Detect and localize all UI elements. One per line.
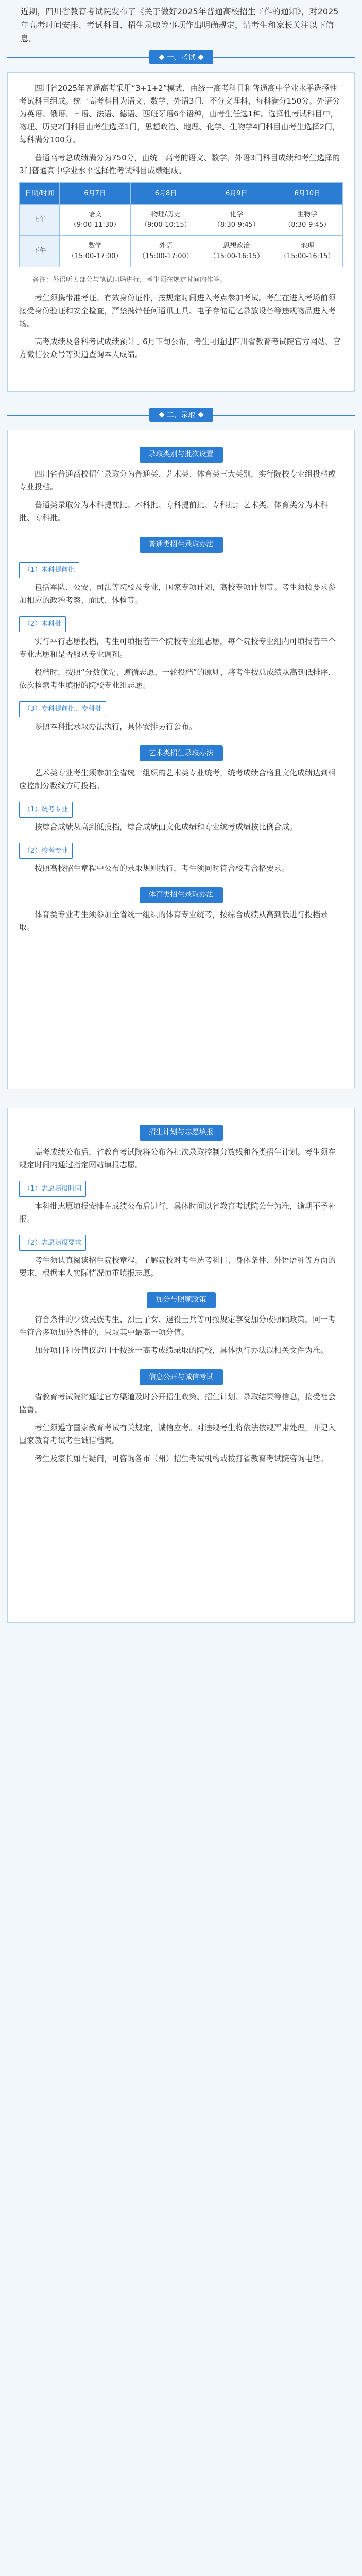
admission-card <box>7 430 355 1089</box>
exam-schedule-table <box>19 182 343 267</box>
sub-section-title: 普通类招生录取办法 <box>140 537 223 553</box>
section-title: 一、考试 <box>166 54 196 62</box>
table-header: 6月10日 <box>272 183 342 205</box>
section-banner-exam <box>7 49 355 65</box>
table-row-label: 下午 <box>20 236 60 267</box>
table-header-row <box>20 183 343 205</box>
section-banner-admission <box>7 407 355 422</box>
policy-paragraph: 考生须认真阅读招生院校章程，了解院校对考生选考科目、身体条件、外语语种等方面的要求，根据本人实际情况慎重填报志愿。 <box>19 1256 336 1278</box>
admission-paragraph: 包括军队、公安、司法等院校及专业，国家专项计划，高校专项计划等。考生须按要求参加相应的政治考察、面试、体检等。 <box>19 583 336 605</box>
policy-paragraph: 符合条件的少数民族考生、烈士子女、退役士兵等可按规定享受加分或照顾政策，同一考生符合多项加分条件的，只取其中最高一项分值。 <box>19 1315 336 1337</box>
sub-section-title: 录取类别与批次设置 <box>140 447 223 463</box>
exam-card <box>7 72 355 392</box>
diamond-icon <box>198 412 203 417</box>
table-cell: 语文 （9:00-11:30） <box>60 205 130 236</box>
policy-paragraph: 考生须遵守国家教育考试有关规定，诚信应考。对违规考生将依法依规严肃处理，并记入国家教育考试考生诚信档案。 <box>19 1423 336 1445</box>
admission-paragraph: 实行平行志愿投档，考生可填报若干个院校专业组志愿，每个院校专业组内可填报若干个专业志愿和是否服从专业调剂。 <box>19 637 336 659</box>
table-row <box>20 205 343 236</box>
policy-paragraph: 本科批志愿填报安排在成绩公布后进行，具体时间以省教育考试院公告为准，逾期不予补报。 <box>19 1201 336 1224</box>
exam-paragraph: 四川省2025年普通高考采用“3+1+2”模式，由统一高考科目和普通高中学业水平选择性考试科目组成。统一高考科目为语文、数学、外语3门，不分文理科，每科满分150分。外语分为英语、俄语、日语、法语、德语、西班牙语6个语种，由考生任选1种。选择性考试科目中，物理、历史2门科目由考生选择1门，思想政治、地理、化学、生物学4门科目由考生选择2门，每科满分100分。 <box>19 83 340 144</box>
exam-paragraph: 考生须携带准考证、有效身份证件，按规定时间进入考点参加考试。考生在进入考场前须接受身份验证和安全检查，严禁携带任何通讯工具、电子存储记忆录放设备等违规物品进入考场。 <box>19 293 336 328</box>
sub-section-title: 招生计划与志愿填报 <box>140 1125 223 1141</box>
table-row <box>20 236 343 267</box>
item-tag: （1）统考专业 <box>19 802 73 818</box>
admission-paragraph: 按综合成绩从高到低投档，综合成绩由文化成绩和专业统考成绩按比例合成。 <box>35 822 298 832</box>
table-header: 6月9日 <box>201 183 272 205</box>
table-cell: 地理 （15:00-16:15） <box>272 236 342 267</box>
sub-section-title: 艺术类招生录取办法 <box>140 745 223 761</box>
diamond-icon <box>159 54 164 60</box>
policy-paragraph: 高考成绩公布后，省教育考试院将公布各批次录取控制分数线和各类招生计划。考生须在规定时间内通过指定网站填报志愿。 <box>19 1147 336 1170</box>
admission-paragraph: 艺术类专业考生须参加全省统一组织的艺术类专业统考，统考成绩合格且文化成绩达到相应控制分数线方可投档。 <box>19 768 336 790</box>
exam-paragraph: 高考成绩及各科考试成绩预计于6月下旬公布，考生可通过四川省教育考试院官方网站、官方微信公众号等渠道查询本人成绩。 <box>19 337 341 359</box>
table-header: 日期/时间 <box>20 183 60 205</box>
policy-paragraph: 加分项目和分值仅适用于按统一高考成绩录取的院校，具体执行办法以相关文件为准。 <box>35 1346 329 1355</box>
admission-paragraph: 投档时，按照“分数优先、遵循志愿、一轮投档”的原则，将考生按总成绩从高到低排序，依次检索考生填报的院校专业组志愿。 <box>19 668 336 690</box>
diamond-icon <box>159 412 164 417</box>
item-tag: （2）校考专业 <box>19 843 73 859</box>
item-tag: （2）志愿填报要求 <box>19 1235 86 1251</box>
table-cell: 思想政治 （15:00-16:15） <box>201 236 272 267</box>
table-cell: 生物学 （8:30-9:45） <box>272 205 342 236</box>
policy-paragraph: 考生及家长如有疑问，可咨询各市（州）招生考试机构或拨打省教育考试院咨询电话。 <box>35 1454 329 1463</box>
intro-text: 近期，四川省教育考试院发布了《关于做好2025年普通高校招生工作的通知》，对2025年高考时间安排、考试科目、招生录取等事项作出明确规定，请考生和家长关注以下信息。 <box>21 7 339 43</box>
sub-section-title: 加分与照顾政策 <box>147 1292 216 1308</box>
sub-section-title: 信息公开与诚信考试 <box>140 1369 223 1385</box>
table-cell: 物理/历史 （9:00-10:15） <box>130 205 201 236</box>
item-tag: （1）志愿填报时间 <box>19 1181 86 1197</box>
item-tag: （3）专科提前批、专科批 <box>19 701 106 717</box>
admission-paragraph: 体育类专业考生须参加全省统一组织的体育专业统考，按综合成绩从高到低进行投档录取。 <box>19 910 329 932</box>
section-title: 二、录取 <box>166 411 196 419</box>
item-tag: （1）本科提前批 <box>19 562 79 578</box>
item-tag: （2）本科批 <box>19 616 66 632</box>
policy-card <box>7 1108 355 1623</box>
admission-paragraph: 按照高校招生章程中公布的录取规则执行，考生须同时符合校考合格要求。 <box>35 863 290 873</box>
admission-paragraph: 普通类录取分为本科提前批、本科批、专科提前批、专科批；艺术类、体育类分为本科批、专科批。 <box>19 500 329 522</box>
table-cell: 化学 （8:30-9:45） <box>201 205 272 236</box>
policy-paragraph: 省教育考试院将通过官方渠道及时公开招生政策、招生计划、录取结果等信息，接受社会监督。 <box>19 1392 336 1414</box>
table-row-label: 上午 <box>20 205 60 236</box>
sub-section-title: 体育类招生录取办法 <box>140 887 223 903</box>
diamond-icon <box>198 54 203 60</box>
table-cell: 外语 （15:00-17:00） <box>130 236 201 267</box>
table-cell: 数学 （15:00-17:00） <box>60 236 130 267</box>
admission-paragraph: 参照本科批录取办法执行，具体安排另行公布。 <box>35 722 197 731</box>
table-header: 6月7日 <box>60 183 130 205</box>
table-note: 备注：外语听力部分与笔试同场进行，考生须在规定时间内作答。 <box>32 276 227 284</box>
table-header: 6月8日 <box>130 183 201 205</box>
admission-paragraph: 四川省普通高校招生录取分为普通类、艺术类、体育类三大类别，实行院校专业组投档或专业投档。 <box>19 469 336 492</box>
exam-paragraph: 普通高考总成绩满分为750分，由统一高考的语文、数学、外语3门科目成绩和考生选择的3门普通高中学业水平选择性考试科目成绩组成。 <box>19 153 340 175</box>
